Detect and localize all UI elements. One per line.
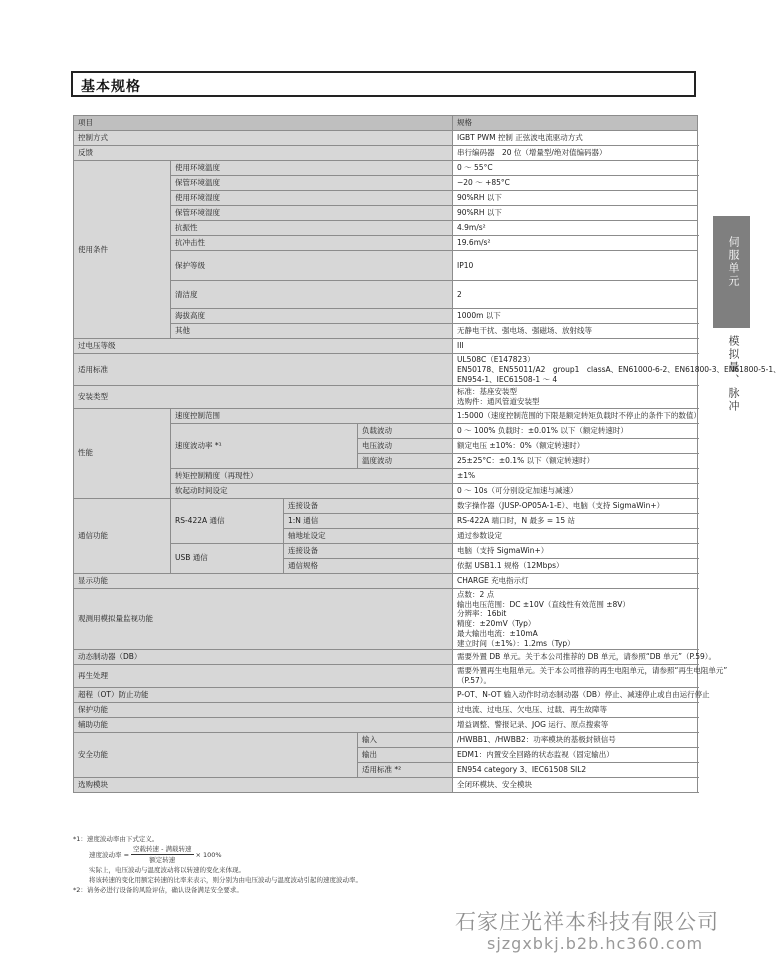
row-value: 依据 USB1.1 规格（12Mbps） bbox=[453, 558, 698, 573]
row-label: 连接设备 bbox=[284, 543, 453, 558]
group-label-usage-conditions: 使用条件 bbox=[74, 161, 171, 339]
footnotes bbox=[73, 834, 693, 895]
row-value: IGBT PWM 控制 正弦波电流驱动方式 bbox=[453, 131, 698, 146]
row-label: 输出 bbox=[358, 747, 453, 762]
row-label: 其他 bbox=[171, 324, 453, 339]
row-value: 1000m 以下 bbox=[453, 309, 698, 324]
row-label: 电压波动 bbox=[358, 438, 453, 453]
value-line: 精度：±20mV（Typ） bbox=[457, 619, 536, 628]
footnote-1 bbox=[73, 834, 693, 844]
row-label: 保护功能 bbox=[74, 702, 453, 717]
value-line: 建立时间（±1%）：1.2ms（Typ） bbox=[457, 638, 575, 648]
row-label: 适用标准 bbox=[74, 354, 453, 386]
footnote-2-mark: *2： bbox=[73, 886, 87, 895]
table-row bbox=[74, 702, 698, 717]
row-value: /HWBB1、/HWBB2：功率模块的基极封锁信号 bbox=[453, 732, 698, 747]
table-row bbox=[74, 717, 698, 732]
value-line: 输出电压范围：DC ±10V（直线性有效范围 ±8V） bbox=[457, 599, 630, 609]
value-line: UL508C（E147823） bbox=[457, 355, 535, 364]
footnote-2-text: 请务必进行设备的风险评估，确认设备满足安全要求。 bbox=[86, 886, 243, 895]
row-value: P-OT、N-OT 输入动作时动态制动器（DB）停止、减速停止或自由运行停止 bbox=[453, 687, 698, 702]
formula-denominator: 额定转速 bbox=[149, 856, 176, 865]
row-value: 0 ～ 55°C bbox=[453, 161, 698, 176]
footnote-1-text: 速度波动率由下式定义。 bbox=[86, 835, 159, 843]
row-label: 保管环境湿度 bbox=[171, 206, 453, 221]
value-line: EN50178、EN55011/A2 group1 classA、EN61000-6-2、EN61800-3、EN61800-5-1、 bbox=[457, 364, 781, 374]
row-label: 抗振性 bbox=[171, 221, 453, 236]
table-row bbox=[74, 650, 698, 665]
row-value-analog-monitor bbox=[453, 588, 698, 650]
sub-group-label-rs422a: RS-422A 通信 bbox=[171, 498, 284, 543]
table-row bbox=[74, 777, 698, 792]
table-header-row bbox=[74, 116, 698, 131]
row-value: III bbox=[453, 339, 698, 354]
side-tab-label[interactable]: 伺服单元 bbox=[727, 236, 740, 288]
header-cell-item: 项目 bbox=[74, 116, 453, 131]
row-label: 选购模块 bbox=[74, 777, 453, 792]
footnote-1-extra: 将该转速的变化用额定转速的比率来表示，则分别为由电压波动与温度波动引起的速度波动率。 bbox=[89, 876, 362, 885]
row-value: 数字操作器（JUSP-OP05A-1-E）、电脑（支持 SigmaWin+） bbox=[453, 498, 698, 513]
value-line: 点数：2 点 bbox=[457, 589, 495, 599]
row-label: 动态制动器（DB） bbox=[74, 650, 453, 665]
value-line: 需要外置再生电阻单元。关于本公司推荐的再生电阻单元，请参照“再生电阻单元” bbox=[457, 666, 728, 676]
side-tab-sub-label: 模拟量、脉冲 bbox=[727, 335, 740, 413]
row-label: 轴地址设定 bbox=[284, 528, 453, 543]
row-value: 电脑（支持 SigmaWin+） bbox=[453, 543, 698, 558]
row-value: 0 ～ 100% 负载时：±0.01% 以下（额定转速时） bbox=[453, 423, 698, 438]
row-label: 负载波动 bbox=[358, 423, 453, 438]
row-label: 转矩控制精度（再现性） bbox=[171, 468, 453, 483]
watermark-url: sjzgxbkj.b2b.hc360.com bbox=[487, 934, 704, 953]
value-line: 选购件：通风管道安装型 bbox=[457, 397, 540, 406]
row-value: 0 ～ 10s（可分别设定加速与减速） bbox=[453, 483, 698, 498]
formula-fraction bbox=[131, 844, 193, 865]
row-label: 1:N 通信 bbox=[284, 513, 453, 528]
row-label: 辅助功能 bbox=[74, 717, 453, 732]
row-label: 输入 bbox=[358, 732, 453, 747]
row-label: 显示功能 bbox=[74, 573, 453, 588]
row-value: 90%RH 以下 bbox=[453, 206, 698, 221]
row-value: −20 ～ +85°C bbox=[453, 176, 698, 191]
row-label: 软起动时间设定 bbox=[171, 483, 453, 498]
row-label: 保管环境温度 bbox=[171, 176, 453, 191]
row-value-mounting bbox=[453, 386, 698, 409]
row-value-standards bbox=[453, 354, 781, 386]
table-row bbox=[74, 573, 698, 588]
row-value: 全闭环模块、安全模块 bbox=[453, 777, 698, 792]
row-value: RS-422A 端口时，N 最多 = 15 站 bbox=[453, 513, 698, 528]
footnote-1-mark: *1： bbox=[73, 835, 87, 843]
table-row bbox=[74, 131, 698, 146]
row-value: 需要外置 DB 单元。关于本公司推荐的 DB 单元，请参照“DB 单元”（P.59）。 bbox=[453, 650, 698, 665]
table-row bbox=[74, 687, 698, 702]
row-value: EDM1：内置安全回路的状态监视（固定输出） bbox=[453, 747, 698, 762]
watermark-company: 石家庄光祥本科技有限公司 bbox=[455, 910, 719, 934]
row-label: 控制方式 bbox=[74, 131, 453, 146]
row-value: 1:5000（速度控制范围的下限是额定转矩负载时不停止的条件下的数值） bbox=[453, 408, 698, 423]
group-label-safety: 安全功能 bbox=[74, 732, 358, 777]
row-value: CHARGE 充电指示灯 bbox=[453, 573, 698, 588]
row-value: 串行编码器 20 位（增量型/绝对值编码器） bbox=[453, 146, 698, 161]
section-title: 基本规格 bbox=[81, 79, 141, 95]
row-value: 过电流、过电压、欠电压、过载、再生故障等 bbox=[453, 702, 698, 717]
row-label: 适用标准 *² bbox=[358, 762, 453, 777]
table-row bbox=[74, 339, 698, 354]
row-label: 保护等级 bbox=[171, 251, 453, 281]
sub-group-label-usb: USB 通信 bbox=[171, 543, 284, 573]
row-value-regeneration bbox=[453, 665, 728, 688]
header-cell-spec: 规格 bbox=[453, 116, 698, 131]
value-line: 标准：基座安装型 bbox=[457, 387, 517, 397]
group-label-performance: 性能 bbox=[74, 408, 171, 498]
section-title-box bbox=[71, 71, 696, 97]
table-row bbox=[74, 161, 698, 176]
row-value: 19.6m/s² bbox=[453, 236, 698, 251]
row-label: 观测用模拟量监视功能 bbox=[74, 588, 453, 650]
table-row bbox=[74, 498, 698, 513]
group-label-communication: 通信功能 bbox=[74, 498, 171, 573]
row-label: 超程（OT）防止功能 bbox=[74, 687, 453, 702]
row-label: 过电压等级 bbox=[74, 339, 453, 354]
row-label: 安装类型 bbox=[74, 386, 453, 409]
formula-numerator: 空载转速 - 满载转速 bbox=[131, 844, 193, 855]
row-label: 速度控制范围 bbox=[171, 408, 453, 423]
value-line: 最大输出电流：±10mA bbox=[457, 628, 538, 638]
table-row bbox=[74, 408, 698, 423]
row-label: 清洁度 bbox=[171, 281, 453, 309]
row-label: 温度波动 bbox=[358, 453, 453, 468]
speed-fluctuation-formula bbox=[73, 844, 693, 865]
row-label: 反馈 bbox=[74, 146, 453, 161]
row-label: 使用环境温度 bbox=[171, 161, 453, 176]
row-label: 再生处理 bbox=[74, 665, 453, 688]
row-label: 海拔高度 bbox=[171, 309, 453, 324]
row-value: 无静电干扰、强电场、强磁场、放射线等 bbox=[453, 324, 698, 339]
table-row bbox=[74, 386, 698, 409]
row-value: 90%RH 以下 bbox=[453, 191, 698, 206]
row-value: 额定电压 ±10%：0%（额定转速时） bbox=[453, 438, 698, 453]
footnote-2 bbox=[73, 885, 693, 895]
sub-group-label-speed-fluctuation: 速度波动率 *¹ bbox=[171, 423, 358, 468]
value-line: EN954-1、IEC61508-1 ～ 4 bbox=[457, 374, 558, 384]
value-line: 分辨率：16bit bbox=[457, 609, 507, 619]
row-label: 抗冲击性 bbox=[171, 236, 453, 251]
table-row bbox=[74, 354, 698, 386]
row-value: 2 bbox=[453, 281, 698, 309]
table-row bbox=[74, 665, 698, 688]
row-label: 使用环境湿度 bbox=[171, 191, 453, 206]
formula-right: × 100% bbox=[195, 850, 222, 859]
footnote-1-extra: 实际上，电压波动与温度波动将以转速的变化来体现。 bbox=[89, 866, 245, 875]
row-value: 增益调整、警报记录、JOG 运行、原点搜索等 bbox=[453, 717, 698, 732]
formula-left: 速度波动率 = bbox=[89, 850, 130, 859]
row-value: 4.9m/s² bbox=[453, 221, 698, 236]
row-value: IP10 bbox=[453, 251, 698, 281]
row-value: 通过参数设定 bbox=[453, 528, 698, 543]
row-label: 通信规格 bbox=[284, 558, 453, 573]
table-row bbox=[74, 588, 698, 650]
row-value: EN954 category 3、IEC61508 SIL2 bbox=[453, 762, 698, 777]
table-row bbox=[74, 732, 698, 747]
value-line: （P.57）。 bbox=[457, 676, 492, 685]
row-value: ±1% bbox=[453, 468, 698, 483]
table-row bbox=[74, 146, 698, 161]
row-label: 连接设备 bbox=[284, 498, 453, 513]
row-value: 25±25°C：±0.1% 以下（额定转速时） bbox=[453, 453, 698, 468]
